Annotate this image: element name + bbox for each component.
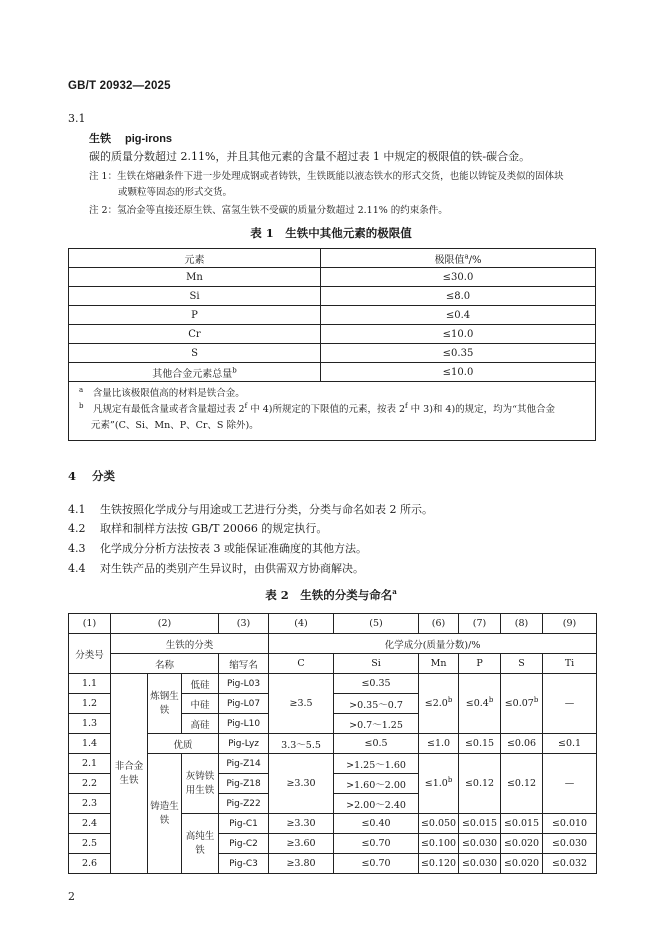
limit-cell: ≤0.35 [321, 344, 596, 363]
si-cell: >1.60～2.00 [334, 774, 419, 794]
ti-cell: — [543, 754, 597, 814]
standard-header: GB/T 20932—2025 [68, 80, 171, 92]
si-cell: >0.7～1.25 [334, 714, 419, 734]
limit-cell: ≤0.4 [321, 306, 596, 325]
mn-value: ≤2.0 [424, 698, 448, 709]
table-row [69, 674, 597, 694]
table-row [69, 325, 596, 344]
class-no-cell: 1.1 [69, 674, 111, 694]
abbr-cell: Pig-C1 [219, 814, 269, 834]
s-cell: ≤0.020 [501, 854, 543, 874]
mn-cell: ≤1.0 [419, 734, 459, 754]
header-limit [321, 249, 596, 268]
abbr-cell: Pig-C3 [219, 854, 269, 874]
clause-text: 生铁按照化学成分与用途或工艺进行分类，分类与命名如表 2 所示。 [100, 503, 433, 516]
p-cell [459, 674, 501, 734]
column-number-row [69, 614, 597, 634]
clause-4-2 [68, 520, 327, 536]
abbr-cell: Pig-L03 [219, 674, 269, 694]
table-footnotes [69, 382, 596, 441]
mn-cell [419, 674, 459, 734]
c-cell: ≥3.5 [269, 674, 334, 734]
note-1: 注 1：生铁在熔融条件下进一步处理成钢或者铸铁，生铁既能以液态铁水的形式交货，也能以铸锭及类似的固体块 [89, 171, 564, 182]
colnum-cell: (4) [269, 614, 334, 634]
footnote-b-text: 中 3)和 4)的规定，均为“其他合金 [407, 404, 556, 415]
c-cell: ≥3.60 [269, 834, 334, 854]
table2-caption-text: 表 2 生铁的分类与命名 [265, 588, 393, 602]
c-cell: ≥3.80 [269, 854, 334, 874]
table1 [68, 248, 596, 441]
sub-header-row [69, 654, 597, 674]
colnum-cell: (9) [543, 614, 597, 634]
class-no-cell: 2.2 [69, 774, 111, 794]
s-cell: ≤0.06 [501, 734, 543, 754]
name-cell: 中硅 [182, 694, 219, 714]
footnote-a-text: 含量比该极限值高的材料是铁合金。 [92, 388, 245, 399]
category-foundry: 铸造生铁 [148, 754, 182, 874]
limit-cell: ≤10.0 [321, 363, 596, 382]
name-cell: 优质 [148, 734, 219, 754]
p-value: ≤0.4 [465, 698, 489, 709]
s-cell: ≤0.020 [501, 834, 543, 854]
table2-caption [0, 587, 662, 603]
footnote-b [79, 402, 587, 418]
c-cell: 3.3～5.5 [269, 734, 334, 754]
p-cell: ≤0.15 [459, 734, 501, 754]
si-cell: ≤0.5 [334, 734, 419, 754]
note-1-continued: 或颗粒等固态的形式交货。 [118, 187, 233, 198]
element-cell: S [69, 344, 321, 363]
clause-num: 4.2 [68, 522, 86, 535]
element-header: C [269, 654, 334, 674]
limit-cell: ≤30.0 [321, 268, 596, 287]
footnote-marker: a [79, 385, 84, 394]
si-cell: >0.35～0.7 [334, 694, 419, 714]
class-no-cell: 2.6 [69, 854, 111, 874]
colnum-cell: (8) [501, 614, 543, 634]
colnum-cell: (1) [69, 614, 111, 634]
class-no-cell: 2.5 [69, 834, 111, 854]
footnote-ref: a [392, 587, 397, 597]
class-no-cell: 2.1 [69, 754, 111, 774]
footnote-a [79, 386, 587, 402]
mn-value: ≤1.0 [424, 778, 448, 789]
term-heading [89, 130, 172, 146]
mn-cell [419, 754, 459, 814]
footnote-ref: f [244, 401, 248, 410]
clause-4-1 [68, 501, 433, 517]
table2 [68, 613, 597, 874]
element-label: 其他合金元素总量 [152, 368, 233, 380]
colnum-cell: (7) [459, 614, 501, 634]
footnote-b-text: 凡规定有最低含量或者含量超过表 2 [93, 404, 245, 415]
table-row [69, 754, 597, 774]
sub-grey: 灰铸铁用生铁 [182, 754, 219, 814]
clause-text: 对生铁产品的类别产生异议时，由供需双方协商解决。 [100, 562, 364, 575]
element-header: Si [334, 654, 419, 674]
element-header: S [501, 654, 543, 674]
footnote-b-continued: 元素”(C、Si、Mn、P、Cr、S 除外)。 [91, 420, 259, 431]
clause-text: 化学成分分析方法按表 3 或能保证准确度的其他方法。 [100, 542, 367, 555]
ti-cell: ≤0.032 [543, 854, 597, 874]
element-header: P [459, 654, 501, 674]
name-cell: 高硅 [182, 714, 219, 734]
class-no-header: 分类号 [69, 634, 111, 674]
element-cell: Si [69, 287, 321, 306]
ti-cell: — [543, 674, 597, 734]
element-cell: Mn [69, 268, 321, 287]
ti-cell: ≤0.010 [543, 814, 597, 834]
p-cell: ≤0.015 [459, 814, 501, 834]
section-number: 4 [68, 469, 77, 483]
s-cell: ≤0.12 [501, 754, 543, 814]
clause-num: 4.4 [68, 562, 86, 575]
class-no-cell: 1.4 [69, 734, 111, 754]
c-cell: ≥3.30 [269, 814, 334, 834]
si-cell: ≤0.40 [334, 814, 419, 834]
chem-header: 化学成分(质量分数)/% [269, 634, 597, 654]
clause-num: 4.3 [68, 542, 86, 555]
class-no-cell: 2.4 [69, 814, 111, 834]
term-en: pig-irons [125, 133, 173, 145]
element-cell: P [69, 306, 321, 325]
si-cell: >2.00～2.40 [334, 794, 419, 814]
mn-cell: ≤0.050 [419, 814, 459, 834]
mn-cell: ≤0.100 [419, 834, 459, 854]
s-cell: ≤0.015 [501, 814, 543, 834]
name-cell: 低硅 [182, 674, 219, 694]
abbr-cell: Pig-Z22 [219, 794, 269, 814]
footnote-ref: f [405, 401, 408, 410]
footnote-ref: b [232, 366, 237, 375]
table1-caption: 表 1 生铁中其他元素的极限值 [250, 226, 412, 240]
mn-cell: ≤0.120 [419, 854, 459, 874]
element-cell [69, 363, 321, 382]
sub-highpurity: 高纯生铁 [182, 814, 219, 874]
element-cell: Cr [69, 325, 321, 344]
footnote-ref: b [488, 695, 494, 704]
header-element: 元素 [69, 249, 321, 268]
p-cell: ≤0.030 [459, 854, 501, 874]
table-row [69, 287, 596, 306]
clause-number: 3.1 [68, 112, 86, 125]
s-value: ≤0.07 [504, 698, 534, 709]
si-cell: >1.25～1.60 [334, 754, 419, 774]
abbr-header: 缩写名 [219, 654, 269, 674]
ti-cell: ≤0.030 [543, 834, 597, 854]
category-steelmaking: 炼钢生铁 [148, 674, 182, 734]
si-cell: ≤0.70 [334, 854, 419, 874]
footnote-ref: b [447, 695, 453, 704]
s-cell [501, 674, 543, 734]
colnum-cell: (5) [334, 614, 419, 634]
element-header: Mn [419, 654, 459, 674]
table-row [69, 306, 596, 325]
limit-cell: ≤8.0 [321, 287, 596, 306]
abbr-cell: Pig-Lyz [219, 734, 269, 754]
abbr-cell: Pig-Z18 [219, 774, 269, 794]
footnote-b-text: 中 4)所规定的下限值的元素，按表 2 [247, 404, 406, 415]
clause-4-3 [68, 540, 367, 556]
name-header: 名称 [111, 654, 219, 674]
footnote-ref: b [533, 695, 539, 704]
si-cell: ≤0.35 [334, 674, 419, 694]
footnote-marker: b [79, 401, 84, 410]
category-nonalloy: 非合金生铁 [111, 674, 148, 874]
footnote-ref: b [447, 775, 453, 784]
abbr-cell: Pig-L07 [219, 694, 269, 714]
colnum-cell: (6) [419, 614, 459, 634]
class-no-cell: 2.3 [69, 794, 111, 814]
section-4-heading [68, 468, 115, 484]
table-header-row [69, 249, 596, 268]
table-row [69, 268, 596, 287]
abbr-cell: Pig-L10 [219, 714, 269, 734]
table-row [69, 344, 596, 363]
class-header: 生铁的分类 [111, 634, 269, 654]
colnum-cell: (3) [219, 614, 269, 634]
si-cell: ≤0.70 [334, 834, 419, 854]
header-limit-label: 极限值 [434, 254, 465, 266]
clause-4-4 [68, 560, 364, 576]
group-header-row [69, 634, 597, 654]
table-row [69, 734, 597, 754]
term-definition: 碳的质量分数超过 2.11%，并且其他元素的含量不超过表 1 中规定的极限值的铁-碳合金。 [89, 150, 531, 163]
footnote-ref: a [464, 252, 469, 261]
ti-cell: ≤0.1 [543, 734, 597, 754]
term-cn: 生铁 [89, 132, 111, 145]
clause-text: 取样和制样方法按 GB/T 20066 的规定执行。 [100, 522, 328, 535]
note-2: 注 2：氢冶金等直接还原生铁、富氢生铁不受碳的质量分数超过 2.11% 的约束条件。 [89, 205, 448, 216]
p-cell: ≤0.030 [459, 834, 501, 854]
clause-num: 4.1 [68, 503, 86, 516]
abbr-cell: Pig-Z14 [219, 754, 269, 774]
page-number: 2 [68, 890, 75, 903]
element-header: Ti [543, 654, 597, 674]
colnum-cell: (2) [111, 614, 219, 634]
limit-cell: ≤10.0 [321, 325, 596, 344]
section-title: 分类 [92, 469, 116, 483]
abbr-cell: Pig-C2 [219, 834, 269, 854]
class-no-cell: 1.2 [69, 694, 111, 714]
header-limit-unit: /% [468, 254, 482, 266]
p-cell: ≤0.12 [459, 754, 501, 814]
class-no-cell: 1.3 [69, 714, 111, 734]
c-cell: ≥3.30 [269, 754, 334, 814]
footnote-cell [69, 382, 596, 441]
table-row [69, 363, 596, 382]
